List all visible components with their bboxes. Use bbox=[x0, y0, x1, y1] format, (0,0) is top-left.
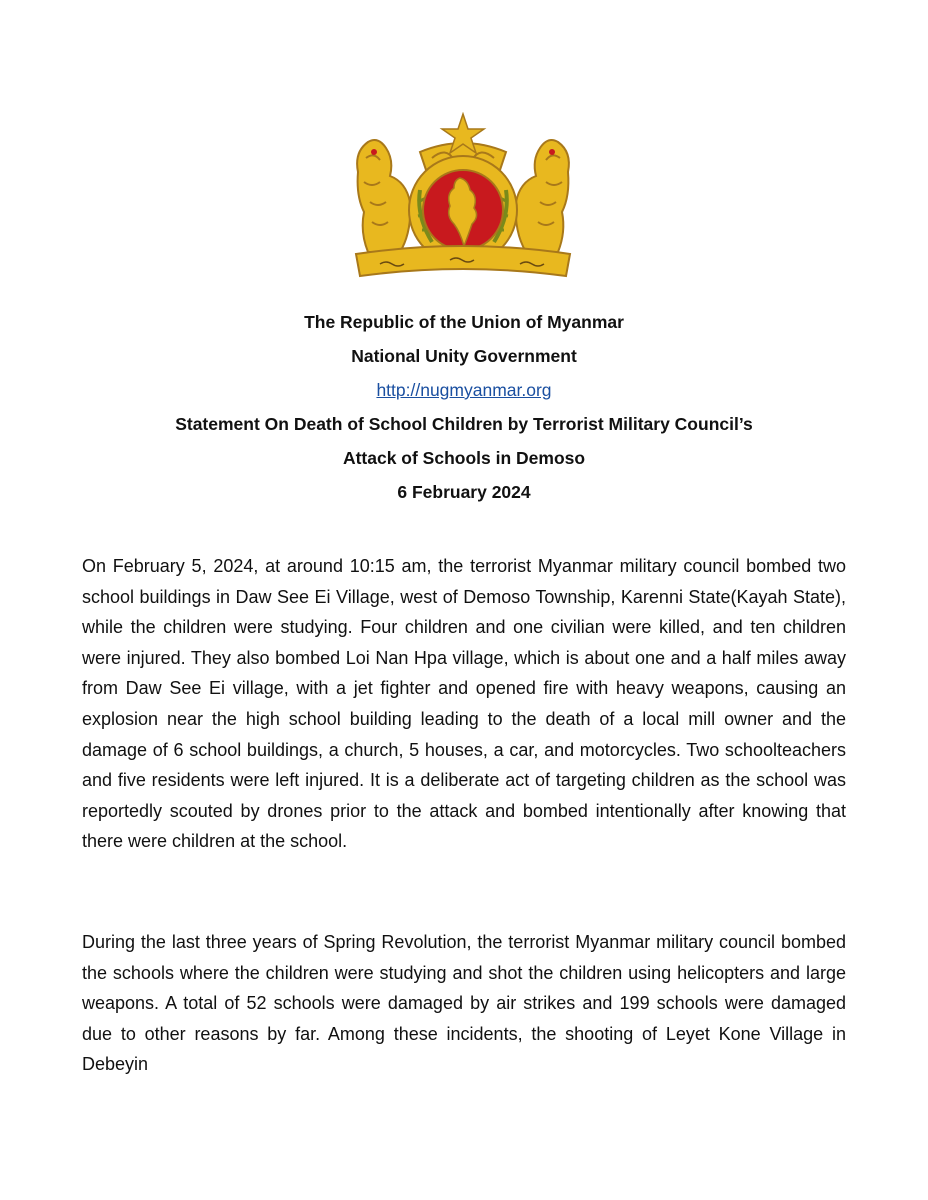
website-link[interactable]: http://nugmyanmar.org bbox=[376, 380, 552, 400]
left-lion-icon bbox=[357, 140, 410, 252]
statement-title-line-2: Attack of Schools in Demoso bbox=[342, 448, 586, 468]
document-header bbox=[40, 312, 888, 516]
government-name: National Unity Government bbox=[351, 346, 577, 366]
state-seal-emblem bbox=[350, 112, 576, 290]
body-paragraph-2: During the last three years of Spring Revolution, the terrorist Myanmar military council bombed the schools where the children were studying and shot the children using helicopters and large weapons. A total of 52 schools were damaged by air strikes and 199 schools were damaged due to other reasons by far. Among these incidents, the shooting of Leyet Kone Village in Debeyin bbox=[82, 932, 846, 1075]
country-name: The Republic of the Union of Myanmar bbox=[304, 312, 624, 332]
body-paragraph-1-block bbox=[82, 551, 846, 857]
body-paragraph-2-block bbox=[82, 927, 846, 1080]
statement-title-line-1: Statement On Death of School Children by Terrorist Military Council’s bbox=[175, 414, 753, 434]
body-paragraph-1: On February 5, 2024, at around 10:15 am, the terrorist Myanmar military council bombed two school buildings in Daw See Ei Village, west of Demoso Township, Karenni State(Kayah State), while the children were studying. Four children and one civilian were killed, and ten children were injured. They also bombed Loi Nan Hpa village, which is about one and a half miles away from Daw See Ei village, with a jet fighter and opened fire with heavy weapons, causing an explosion near the high school building leading to the death of a local mill owner and the damage of 6 school buildings, a church, 5 houses, a car, and motorcycles. Two schoolteachers and five residents were left injured. It is a deliberate act of targeting children as the school was reportedly scouted by drones prior to the attack and bombed intentionally after knowing that there were children at the school. bbox=[82, 556, 846, 852]
right-lion-icon bbox=[516, 140, 569, 252]
statement-date: 6 February 2024 bbox=[397, 482, 531, 502]
